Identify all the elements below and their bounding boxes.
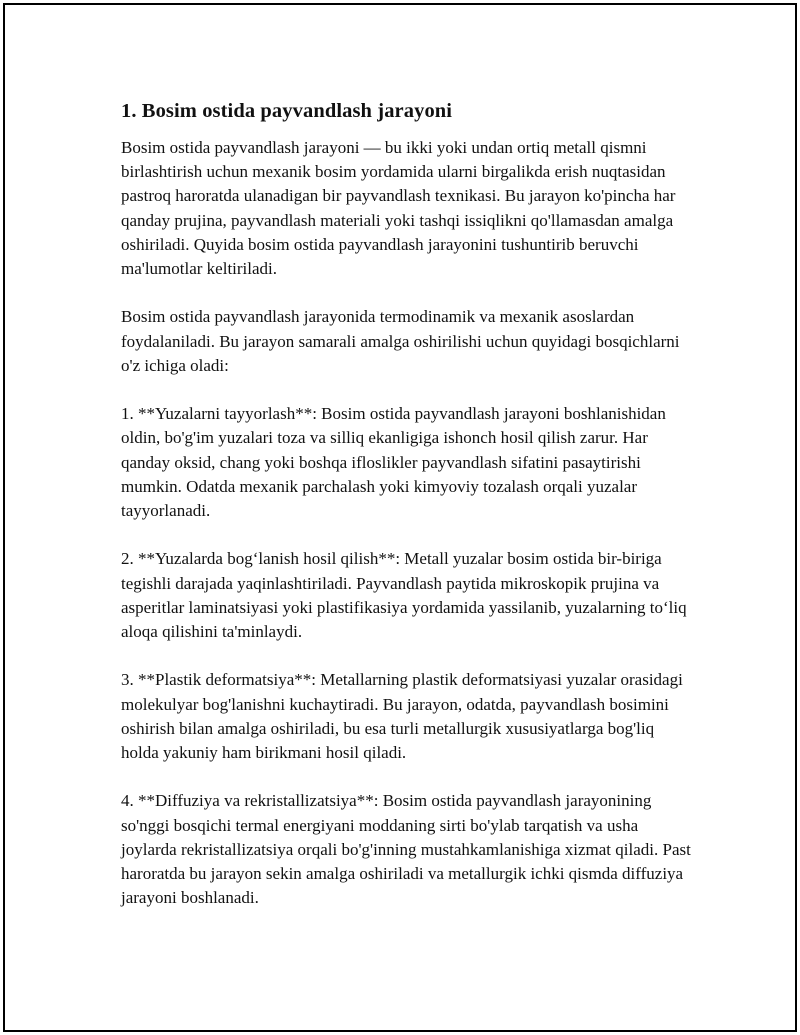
step-plastic-deformation: 3. **Plastik deformatsiya**: Metallarning plastik deformatsiyasi yuzalar orasidagi molekulyar bog'lanishni kuchaytiradi. Bu jarayon, odatda, payvandlash bosimini oshirish bilan amalga oshiriladi, bu esa turli metallurgik xususiyatlarga bog'liq holda yakuniy ham birikmani hosil qiladi. [121,670,683,763]
step-surface-bonding: 2. **Yuzalarda bog‘lanish hosil qilish**: Metall yuzalar bosim ostida bir-biriga tegishli darajada yaqinlashtiriladi. Payvandlash paytida mikroskopik prujina va asperitlar laminatsiyasi yoki plastifikasiya yordamida yassilanib, yuzalarning to‘liq aloqa qilishini ta'minlaydi. [121,549,687,642]
document-page [3,3,797,1032]
step-diffusion-recrystallization: 4. **Diffuziya va rekristallizatsiya**: Bosim ostida payvandlash jarayonining so'nggi bosqichi termal energiyani moddaning sirti bo'ylab tarqatish va usha joylarda rekristallizatsiya orqali bo'g'inning mustahkamlanishiga xizmat qiladi. Past haroratda bu jarayon sekin amalga oshiriladi va metallurgik ichki qismda diffuziya jarayoni boshlanadi. [121,791,691,908]
principles-paragraph: Bosim ostida payvandlash jarayonida termodinamik va mexanik asoslardan foydalaniladi. Bu jarayon samarali amalga oshirilishi uchun quyidagi bosqichlarni o'z ichiga oladi: [121,307,680,375]
section-heading: 1. Bosim ostida payvandlash jarayoni [121,100,453,122]
intro-paragraph: Bosim ostida payvandlash jarayoni — bu ikki yoki undan ortiq metall qismni birlashtirish uchun mexanik bosim yordamida ularni birgalikda erish nuqtasidan pastroq haroratda ulanadigan bir payvandlash texnikasi. Bu jarayon ko'pincha har qanday prujina, payvandlash materiali yoki tashqi issiqlikni qo'llamasdan amalga oshiriladi. Quyida bosim ostida payvandlash jarayonini tushuntirib beruvchi ma'lumotlar keltiriladi. [121,138,676,279]
step-surface-preparation: 1. **Yuzalarni tayyorlash**: Bosim ostida payvandlash jarayoni boshlanishidan oldin, bo'g'im yuzalari toza va silliq ekanligiga ishonch hosil qilish zarur. Har qanday oksid, chang yoki boshqa ifloslikler payvandlash sifatini pasaytirishi mumkin. Odatda mexanik parchalash yoki kimyoviy tozalash orqali yuzalar tayyorlanadi. [121,404,666,521]
document-content [121,98,691,935]
